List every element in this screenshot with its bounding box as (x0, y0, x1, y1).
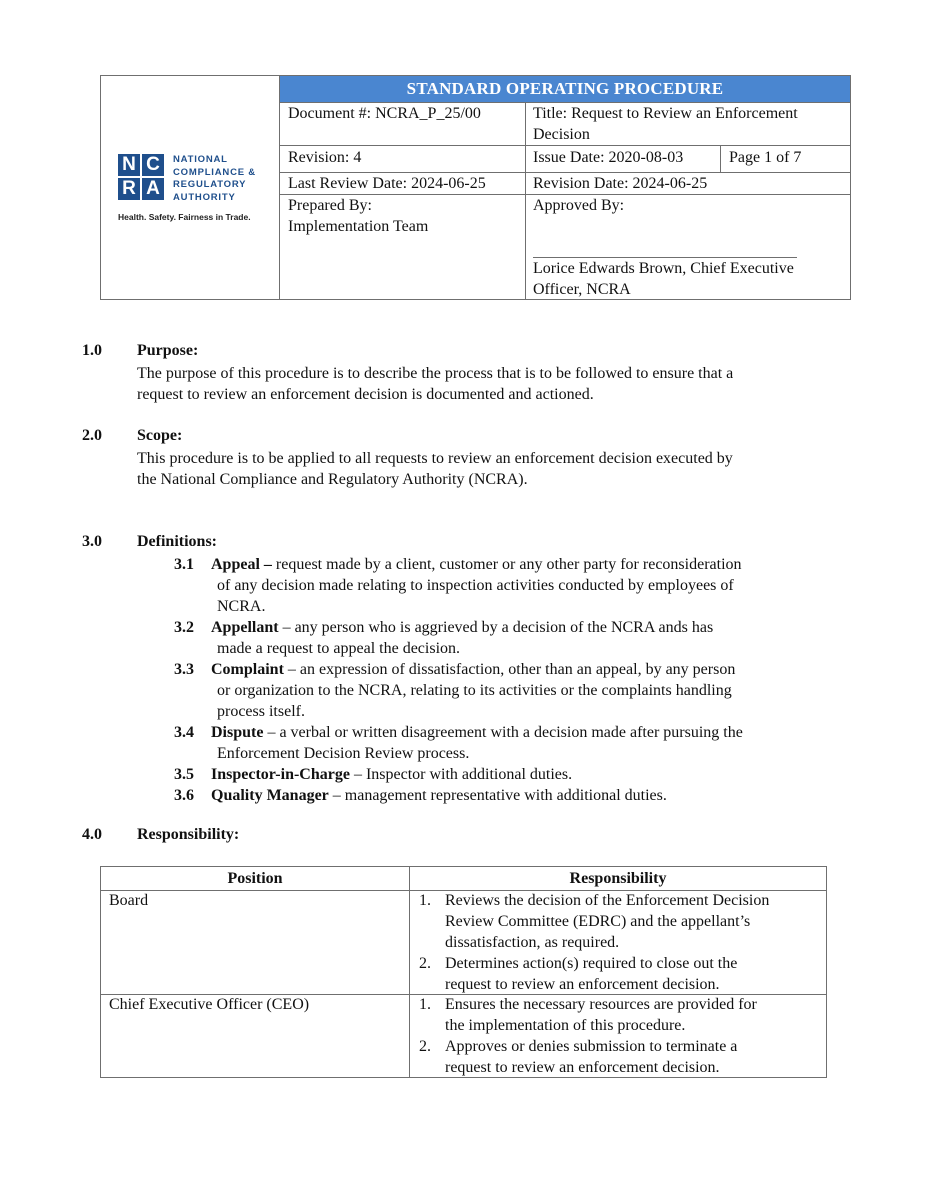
section-title-definitions: Definitions: (137, 533, 217, 550)
definition-text: – any person who is aggrieved by a decision of the NCRA ands has (278, 619, 714, 636)
header-vline-middle (525, 102, 526, 299)
responsibility-item-text (445, 1036, 825, 1078)
definition-term: Appellant (211, 619, 279, 636)
revision-date: Revision Date: 2024-06-25 (533, 175, 708, 192)
definition-term: Inspector-in-Charge (211, 766, 350, 783)
scope-line-1: This procedure is to be applied to all requests to review an enforcement decision executed by (137, 450, 733, 467)
responsibility-item-number: 2. (419, 955, 431, 972)
definition-text: – an expression of dissatisfaction, other than an appeal, by any person (283, 661, 736, 678)
definition-body (211, 617, 821, 659)
definition-number: 3.2 (174, 619, 194, 636)
definition-text: – a verbal or written disagreement with a decision made after pursuing the (263, 724, 743, 741)
prepared-by (288, 195, 428, 237)
prepared-by-label: Prepared By: (288, 197, 372, 214)
document-title-line-1: Title: Request to Review an Enforcement (533, 105, 798, 122)
definition-term: Dispute (211, 724, 264, 741)
logo-line-3: REGULATORY (173, 179, 247, 190)
responsibility-line: Review Committee (EDRC) and the appellant’s (445, 913, 751, 930)
definition-body (211, 785, 821, 806)
definition-continuation: of any decision made relating to inspection activities conducted by employees of (217, 577, 734, 594)
last-review-date: Last Review Date: 2024-06-25 (288, 175, 486, 192)
definition-body (211, 722, 821, 764)
column-header-responsibility: Responsibility (569, 870, 667, 887)
definition-continuation: or organization to the NCRA, relating to its activities or the complaints handling (217, 682, 732, 699)
logo-letter-r: R (118, 178, 140, 200)
table-column-divider (409, 867, 410, 1077)
definition-continuation: NCRA. (217, 598, 266, 615)
definition-body (211, 659, 821, 722)
issue-date: Issue Date: 2020-08-03 (533, 149, 684, 166)
sop-banner: STANDARD OPERATING PROCEDURE (280, 76, 850, 102)
definition-number: 3.4 (174, 724, 194, 741)
document-title (533, 103, 845, 145)
responsibility-line: Determines action(s) required to close out the (445, 955, 738, 972)
section-number-responsibility: 4.0 (82, 826, 102, 843)
ncra-logo (118, 154, 268, 224)
purpose-line-1: The purpose of this procedure is to describe the process that is to be followed to ensure that a (137, 365, 734, 382)
responsibility-line: Approves or denies submission to terminate a (445, 1038, 738, 1055)
definition-text: – Inspector with additional duties. (349, 766, 573, 783)
logo-letter-c: C (142, 154, 164, 176)
document-title-line-2: Decision (533, 126, 590, 143)
definition-body (211, 554, 821, 617)
section-title-responsibility: Responsibility: (137, 826, 240, 843)
section-number-scope: 2.0 (82, 427, 102, 444)
section-number-purpose: 1.0 (82, 342, 102, 359)
logo-line-4: AUTHORITY (173, 191, 236, 203)
responsibility-item-number: 1. (419, 996, 431, 1013)
prepared-by-value: Implementation Team (288, 218, 429, 235)
revision-number: Revision: 4 (288, 149, 362, 166)
responsibility-item-number: 2. (419, 1038, 431, 1055)
responsibility-line: Ensures the necessary resources are provided for (445, 996, 757, 1013)
definition-continuation: made a request to appeal the decision. (217, 640, 461, 657)
responsibility-line: the implementation of this procedure. (445, 1017, 686, 1034)
definition-continuation: Enforcement Decision Review process. (217, 745, 470, 762)
definition-term: Appeal – (211, 556, 272, 573)
definition-number: 3.6 (174, 787, 194, 804)
definition-number: 3.1 (174, 556, 194, 573)
definition-number: 3.5 (174, 766, 194, 783)
approved-by-label: Approved By: (533, 197, 625, 214)
responsibility-item-text (445, 994, 825, 1036)
approver-name (533, 258, 845, 300)
logo-tagline: Health. Safety. Fairness in Trade. (118, 212, 251, 222)
responsibility-item-text (445, 890, 825, 953)
definition-body (211, 764, 821, 785)
responsibility-line: request to review an enforcement decision. (445, 1059, 720, 1076)
responsibility-item-number: 1. (419, 892, 431, 909)
logo-letter-a: A (142, 178, 164, 200)
logo-line-1: NATIONAL (173, 154, 228, 165)
responsibility-item-text (445, 953, 825, 995)
responsibility-table (100, 866, 827, 1078)
purpose-line-2: request to review an enforcement decision is documented and actioned. (137, 386, 594, 403)
document-number: Document #: NCRA_P_25/00 (288, 105, 481, 122)
document-header-table (100, 75, 851, 300)
approver-line-1: Lorice Edwards Brown, Chief Executive (533, 260, 794, 277)
section-title-purpose: Purpose: (137, 342, 199, 359)
section-title-scope: Scope: (137, 427, 183, 444)
definition-text: request made by a client, customer or any other party for reconsideration (271, 556, 742, 573)
definition-term: Complaint (211, 661, 284, 678)
approver-line-2: Officer, NCRA (533, 281, 631, 298)
page-number: Page 1 of 7 (729, 149, 802, 166)
header-divider-logo (279, 76, 280, 299)
responsibility-line: Reviews the decision of the Enforcement Decision (445, 892, 770, 909)
header-hline-2 (280, 145, 850, 146)
section-number-definitions: 3.0 (82, 533, 102, 550)
definition-number: 3.3 (174, 661, 194, 678)
position-board: Board (109, 892, 149, 909)
purpose-text (137, 363, 827, 405)
definition-text: – management representative with additional duties. (328, 787, 667, 804)
column-header-position: Position (227, 870, 283, 887)
definition-continuation: process itself. (217, 703, 305, 720)
responsibility-line: request to review an enforcement decision. (445, 976, 720, 993)
position-ceo: Chief Executive Officer (CEO) (109, 996, 310, 1013)
scope-line-2: the National Compliance and Regulatory Authority (NCRA). (137, 471, 528, 488)
logo-line-2: COMPLIANCE & (173, 166, 256, 178)
logo-letter-n: N (118, 154, 140, 176)
header-vline-page (720, 145, 721, 172)
responsibility-line: dissatisfaction, as required. (445, 934, 620, 951)
logo-name (173, 154, 256, 204)
definition-term: Quality Manager (211, 787, 329, 804)
scope-text (137, 448, 827, 490)
